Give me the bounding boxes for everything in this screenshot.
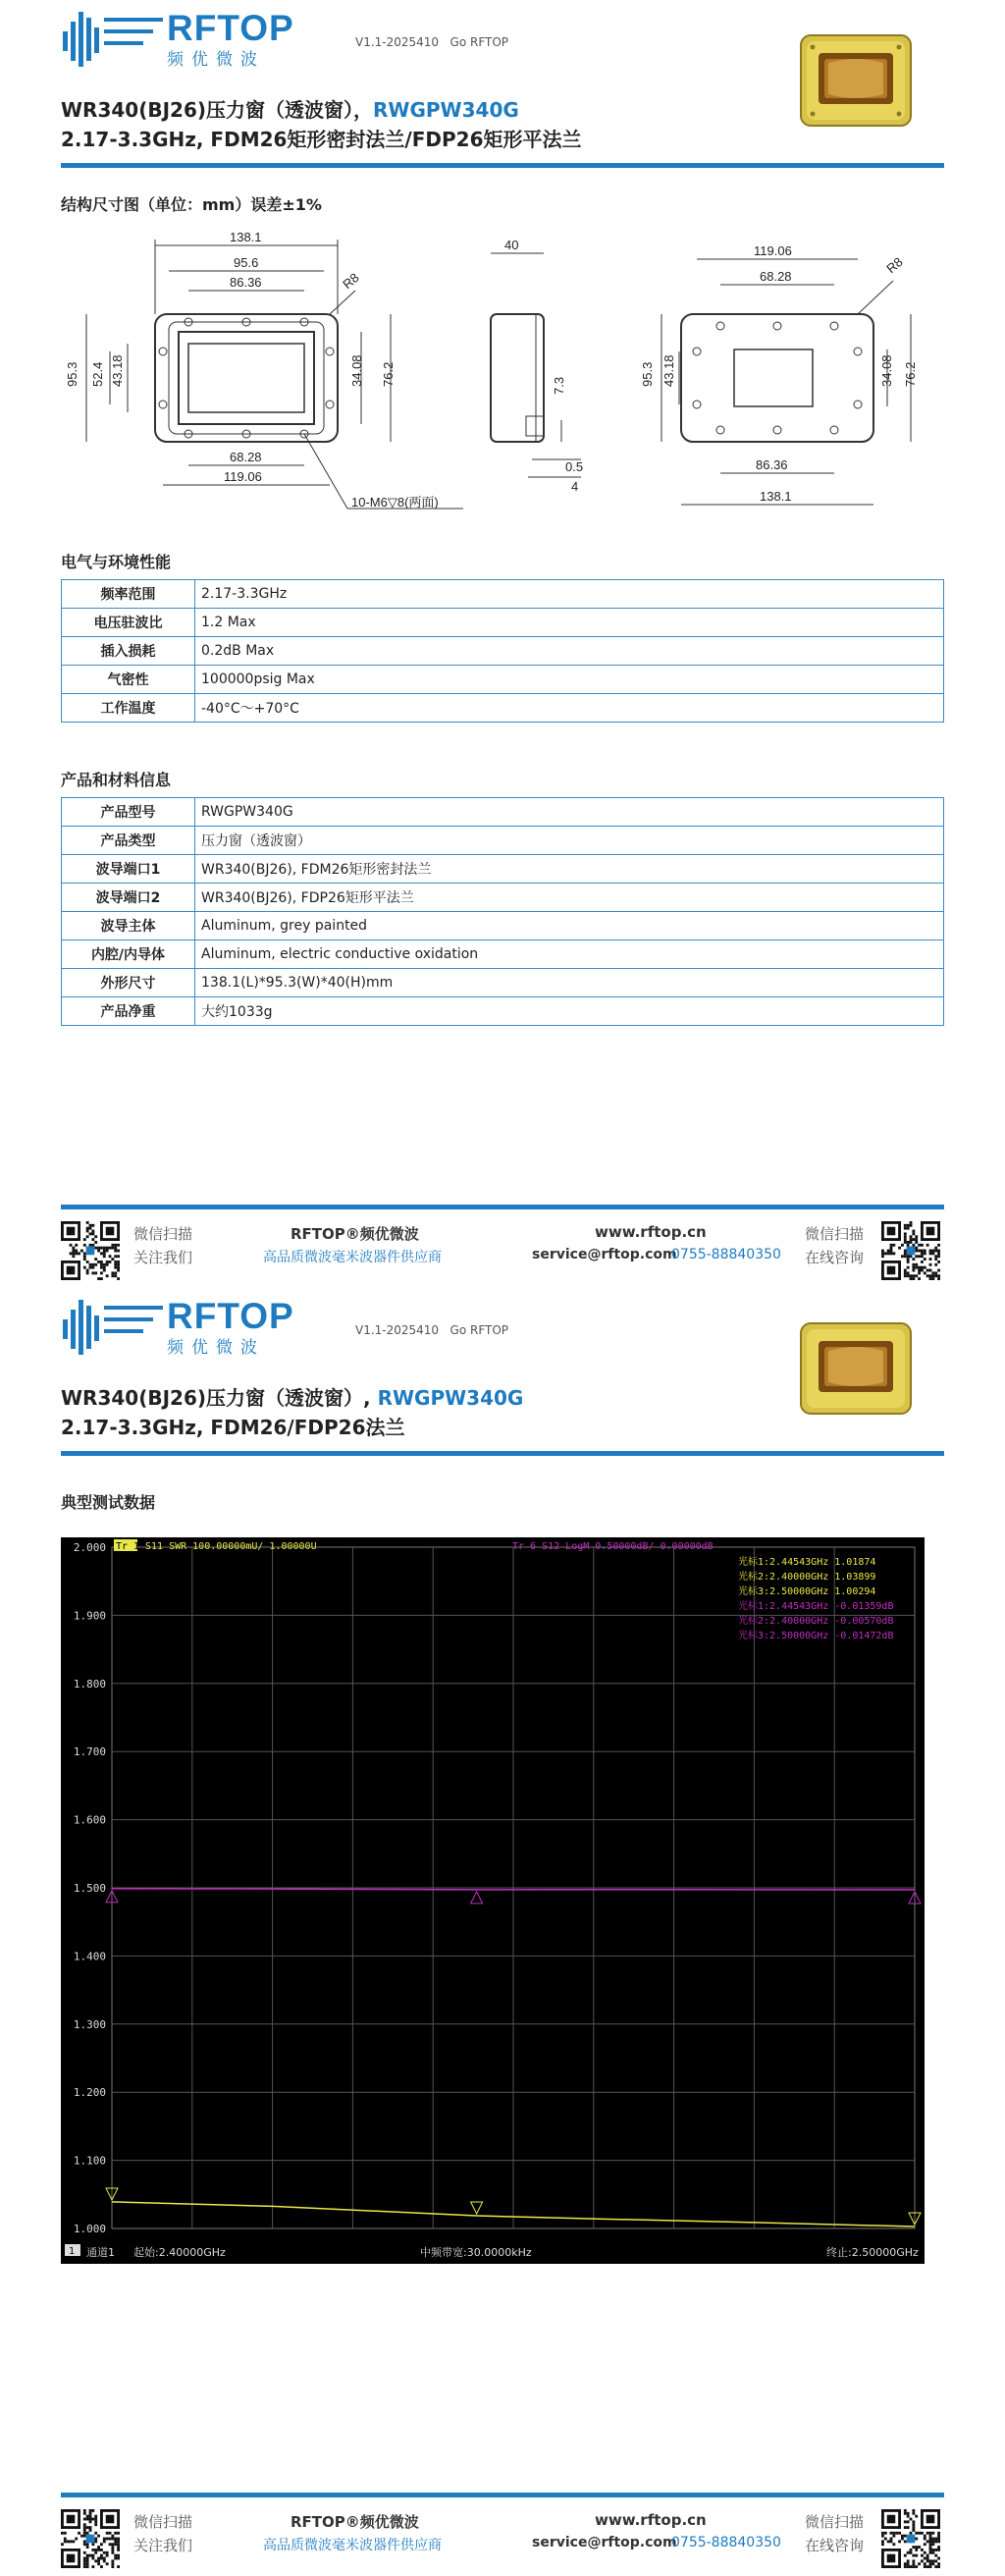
qr-code-icon [881,1221,940,1280]
y-tick-label: 1.000 [73,2223,106,2235]
footer-email[interactable]: service@rftop.com [532,1247,677,1262]
footer-divider-p2 [61,2493,944,2497]
logo-chinese-name-p2: 频优微波 [167,1338,265,1358]
dim-76-2-back: 76.2 [903,361,918,387]
qr-code-icon [61,2509,120,2568]
header-divider [61,163,944,168]
footer-brand-name-p2: RFTOP®频优微波 [291,2513,419,2531]
dim-40: 40 [504,238,519,252]
trace2-header: Tr 6 S12 LogM 0.50000dB/ 0.00000dB [512,1541,714,1552]
product-photo [799,29,913,130]
footer-phone-p2[interactable]: 0755-88840350 [671,2535,781,2550]
dim-95-3-front: 95.3 [65,361,79,387]
footer-follow-us: 关注我们 [133,1249,193,1266]
material-spec-value: WR340(BJ26), FDP26矩形平法兰 [195,884,944,912]
section-title-test-data: 典型测试数据 [61,1493,156,1512]
y-tick-label: 1.700 [73,1745,106,1759]
dim-95-6: 95.6 [234,255,259,270]
footer-if-bandwidth: 中频带宽:30.0000kHz [420,2246,532,2259]
electrical-spec-value: 0.2dB Max [195,637,944,666]
product-subtitle: 2.17-3.3GHz, FDM26矩形密封法兰/FDP26矩形平法兰 [61,128,582,151]
material-spec-row [62,855,944,884]
y-tick-label: 2.000 [73,1541,106,1554]
version-label [355,35,508,49]
material-spec-key: 产品净重 [62,997,195,1026]
trace1-tag-label: Tr 1 [116,1541,140,1552]
electrical-spec-row [62,637,944,666]
dim-86-36-front: 86.36 [230,275,262,290]
go-rftop-link[interactable]: Go RFTOP [450,35,509,49]
dim-138-1-back: 138.1 [760,489,792,504]
material-spec-key: 波导主体 [62,912,195,940]
footer-wechat-scan-right: 微信扫描 [805,1225,865,1243]
material-spec-row [62,997,944,1026]
product-subtitle-p2: 2.17-3.3GHz, FDM26/FDP26法兰 [61,1416,405,1439]
footer-website-p2[interactable]: www.rftop.cn [595,2511,707,2529]
dim-52-4: 52.4 [90,361,105,387]
material-spec-row [62,912,944,940]
footer-stop-freq: 终止:2.50000GHz [826,2246,919,2259]
electrical-spec-row [62,580,944,609]
product-title-p2: WR340(BJ26)压力窗（透波窗）, RWGPW340G [61,1386,524,1410]
footer-online-consult-p2: 在线咨询 [805,2537,865,2554]
material-spec-key: 产品型号 [62,798,195,827]
marker-readout-trace2: 光标3:2.50000GHz -0.01472dB [738,1631,894,1641]
footer-divider [61,1205,944,1209]
y-tick-label: 1.800 [73,1677,106,1690]
material-spec-table [61,797,944,1026]
material-spec-value: WR340(BJ26), FDM26矩形密封法兰 [195,855,944,884]
wechat-qr-code-left-p2[interactable] [61,2509,120,2568]
dim-138-1-front: 138.1 [230,230,262,244]
material-spec-value: 压力窗（透波窗） [195,827,944,855]
footer-email-p2[interactable]: service@rftop.com [532,2535,677,2550]
material-spec-row [62,827,944,855]
section-title-electrical: 电气与环境性能 [61,553,172,571]
electrical-spec-value: -40°C～+70°C [195,694,944,723]
material-spec-value: Aluminum, grey painted [195,912,944,940]
material-spec-key: 产品类型 [62,827,195,855]
material-spec-row [62,940,944,969]
footer-wechat-scan-p2: 微信扫描 [133,2513,193,2531]
y-tick-label: 1.300 [73,2017,106,2031]
dim-68-28-back: 68.28 [760,269,792,284]
y-tick-label: 1.500 [73,1882,106,1895]
electrical-spec-key: 气密性 [62,666,195,694]
material-spec-row [62,969,944,997]
dim-43-18-back: 43.18 [661,354,676,387]
y-tick-label: 1.400 [73,1950,106,1963]
material-spec-value: 138.1(L)*95.3(W)*40(H)mm [195,969,944,997]
electrical-spec-key: 插入损耗 [62,637,195,666]
material-spec-key: 外形尺寸 [62,969,195,997]
go-rftop-link-p2[interactable]: Go RFTOP [450,1323,509,1337]
wechat-qr-code-left[interactable] [61,1221,120,1280]
side-view [491,238,583,494]
dim-34-08-front: 34.08 [349,354,364,387]
electrical-spec-row [62,694,944,723]
material-spec-value: Aluminum, electric conductive oxidation [195,940,944,969]
electrical-spec-key: 电压驻波比 [62,609,195,637]
product-model-p2: RWGPW340G [377,1386,524,1410]
logo-wordmark-p2: RFTOP [167,1296,294,1336]
footer-brand-name: RFTOP®频优微波 [291,1225,419,1243]
dimension-drawing [61,224,944,528]
y-tick-label: 1.900 [73,1609,106,1623]
electrical-spec-value: 1.2 Max [195,609,944,637]
footer-phone[interactable]: 0755-88840350 [671,1247,781,1262]
qr-code-icon [881,2509,940,2568]
consult-qr-code-right[interactable] [881,1221,940,1280]
footer-follow-us-p2: 关注我们 [133,2537,193,2554]
marker-readout-trace2: 光标1:2.44543GHz -0.01359dB [738,1601,894,1612]
footer-slogan-p2: 高品质微波毫米波器件供应商 [263,2538,442,2553]
footer-online-consult: 在线咨询 [805,1249,865,1266]
marker-readout-trace1: 光标3:2.50000GHz 1.00294 [738,1586,876,1597]
dim-76-2-front: 76.2 [381,361,396,387]
y-tick-label: 1.600 [73,1813,106,1827]
electrical-spec-value: 2.17-3.3GHz [195,580,944,609]
y-tick-label: 1.100 [73,2154,106,2168]
section-title-material: 产品和材料信息 [61,771,172,789]
dim-68-28-front: 68.28 [230,450,262,464]
material-spec-value: 大约1033g [195,997,944,1026]
electrical-spec-key: 工作温度 [62,694,195,723]
electrical-spec-table [61,579,944,723]
material-spec-value: RWGPW340G [195,798,944,827]
material-spec-row [62,798,944,827]
thread-callout: 10-M6▽8(两面) [351,495,439,510]
marker-readout-trace2: 光标2:2.40000GHz -0.00570dB [738,1616,894,1627]
dim-7-3: 7.3 [552,376,566,395]
back-view [640,243,918,505]
qr-code-icon [61,1221,120,1280]
vna-measurement-chart [61,1537,925,2264]
trace1-header: S11 SWR 100.00000mU/ 1.00000U [145,1541,317,1552]
chart-background [61,1537,925,2264]
marker-readout-trace1: 光标1:2.44543GHz 1.01874 [738,1557,876,1568]
footer-channel: 通道1 [86,2246,115,2259]
front-view [65,230,463,510]
dim-4: 4 [571,479,579,494]
electrical-spec-row [62,609,944,637]
product-model: RWGPW340G [373,98,519,122]
footer-wechat-scan-right-p2: 微信扫描 [805,2513,865,2531]
dim-43-18-front: 43.18 [110,354,125,387]
dim-34-08-back: 34.08 [879,354,894,387]
dim-119-06-front: 119.06 [224,469,262,484]
y-tick-label: 1.200 [73,2086,106,2100]
version-label-p2 [355,1323,508,1337]
channel-tag-num: 1 [69,2246,76,2257]
logo-mark-icon [61,1294,108,1357]
footer-wechat-scan: 微信扫描 [133,1225,193,1243]
header-divider-p2 [61,1451,944,1456]
logo-wordmark: RFTOP [167,8,294,48]
dim-119-06-back: 119.06 [754,243,792,258]
section-title-dimensions: 结构尺寸图（单位：mm）误差±1% [61,195,322,214]
footer-start-freq: 起始:2.40000GHz [133,2246,226,2259]
dim-86-36-back: 86.36 [756,457,788,472]
consult-qr-code-right-p2[interactable] [881,2509,940,2568]
dim-r8-back: R8 [883,254,906,277]
product-photo-p2 [799,1317,913,1418]
electrical-spec-value: 100000psig Max [195,666,944,694]
version-number-p2: V1.1-2025410 [355,1323,440,1337]
material-spec-row [62,884,944,912]
material-spec-key: 内腔/内导体 [62,940,195,969]
dim-0-5: 0.5 [565,459,584,474]
dim-r8-front: R8 [340,270,362,293]
footer-website[interactable]: www.rftop.cn [595,1223,707,1241]
electrical-spec-key: 频率范围 [62,580,195,609]
logo-chinese-name: 频优微波 [167,50,265,70]
marker-readout-trace1: 光标2:2.40000GHz 1.03899 [738,1572,876,1583]
logo-mark-icon [61,6,108,69]
footer-slogan: 高品质微波毫米波器件供应商 [263,1250,442,1265]
version-number: V1.1-2025410 [355,35,440,49]
product-title: WR340(BJ26)压力窗（透波窗），RWGPW340G [61,98,519,122]
dim-95-3-back: 95.3 [640,361,655,387]
material-spec-key: 波导端口1 [62,855,195,884]
material-spec-key: 波导端口2 [62,884,195,912]
electrical-spec-row [62,666,944,694]
